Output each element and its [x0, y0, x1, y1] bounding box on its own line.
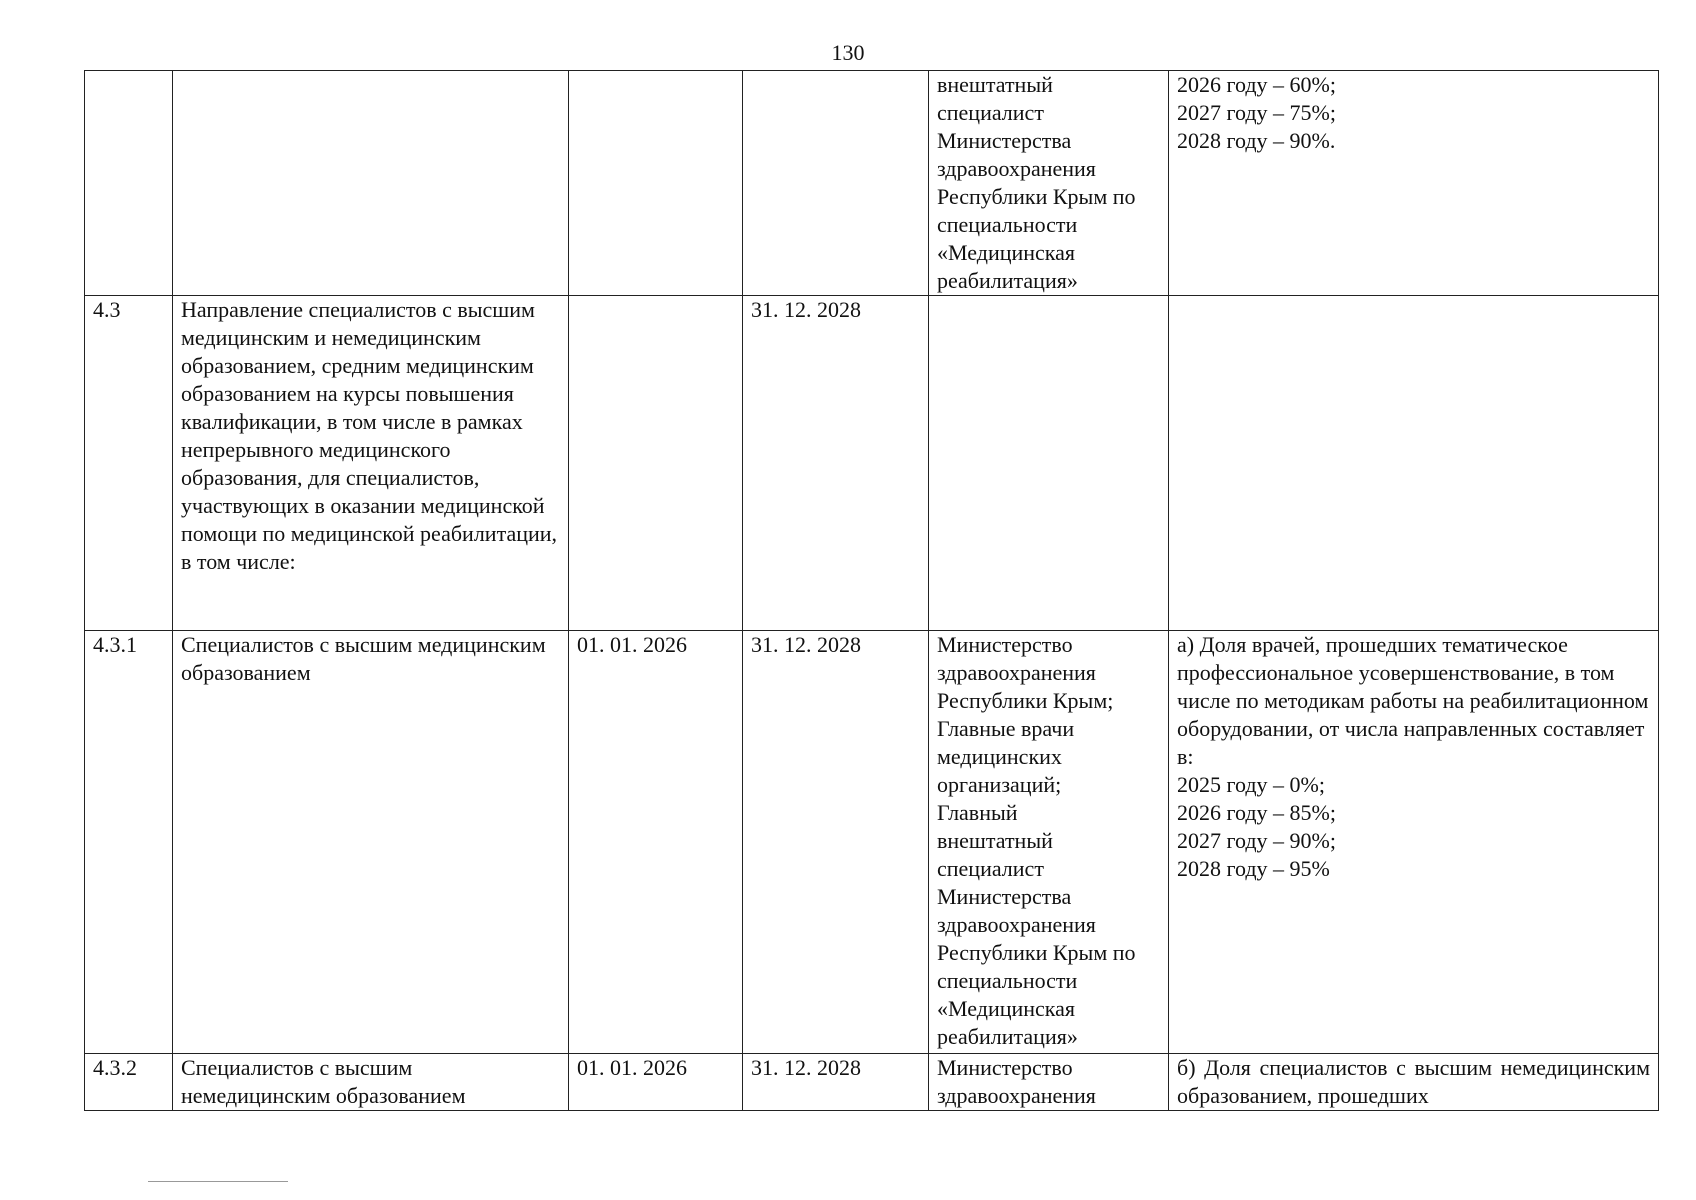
page-number: 130: [831, 40, 865, 65]
row-number-cell: 4.3.1: [85, 631, 173, 1054]
footer-separator-line: [148, 1181, 288, 1182]
table-row: [85, 1054, 1659, 1111]
responsible-cell: Министерство здравоохранения Республики Крым; Главные врачи медицинских организаций; Главный внештатный специалист Министерства здравоохранения Республики Крым по специальности «Медицинская реабилитация»: [929, 631, 1169, 1054]
end-date-cell: 31. 12. 2028: [743, 1054, 929, 1111]
activity-name-cell: Специалистов с высшим немедицинским образованием: [173, 1054, 569, 1111]
activities-table: [84, 70, 1659, 1111]
end-date-cell: 31. 12. 2028: [743, 631, 929, 1054]
indicator-years: 2025 году – 0%; 2026 году – 85%; 2027 году – 90%; 2028 году – 95%: [1177, 772, 1336, 881]
activity-name-cell: Специалистов с высшим медицинским образованием: [173, 631, 569, 1054]
indicator-cell: 2026 году – 60%; 2027 году – 75%; 2028 году – 90%.: [1169, 71, 1659, 296]
row-number-cell: [85, 71, 173, 296]
activity-name-cell: [173, 71, 569, 296]
indicator-text: а) Доля врачей, прошедших тематическое профессиональное усовершенствование, в том числе по методикам работы на реабилитационном оборудовании, от числа направленных составляет в:: [1177, 632, 1649, 769]
end-date-cell: 31. 12. 2028: [743, 296, 929, 631]
indicator-cell: [1169, 631, 1659, 1054]
responsible-cell: [929, 296, 1169, 631]
table-row: [85, 71, 1659, 296]
row-number-cell: 4.3: [85, 296, 173, 631]
responsible-cell: внештатный специалист Министерства здравоохранения Республики Крым по специальности «Медицинская реабилитация»: [929, 71, 1169, 296]
start-date-cell: [569, 296, 743, 631]
table-row: [85, 296, 1659, 631]
start-date-cell: [569, 71, 743, 296]
end-date-cell: [743, 71, 929, 296]
indicator-cell: б) Доля специалистов с высшим немедицинским образованием, прошедших: [1169, 1054, 1659, 1111]
activity-name-cell: Направление специалистов с высшим медицинским и немедицинским образованием, средним медицинским образованием на курсы повышения квалификации, в том числе в рамках непрерывного медицинского образования, для специалистов, участвующих в оказании медицинской помощи по медицинской реабилитации, в том числе:: [173, 296, 569, 631]
responsible-cell: Министерство здравоохранения: [929, 1054, 1169, 1111]
table-row: [85, 631, 1659, 1054]
row-number-cell: 4.3.2: [85, 1054, 173, 1111]
start-date-cell: 01. 01. 2026: [569, 631, 743, 1054]
indicator-cell: [1169, 296, 1659, 631]
start-date-cell: 01. 01. 2026: [569, 1054, 743, 1111]
